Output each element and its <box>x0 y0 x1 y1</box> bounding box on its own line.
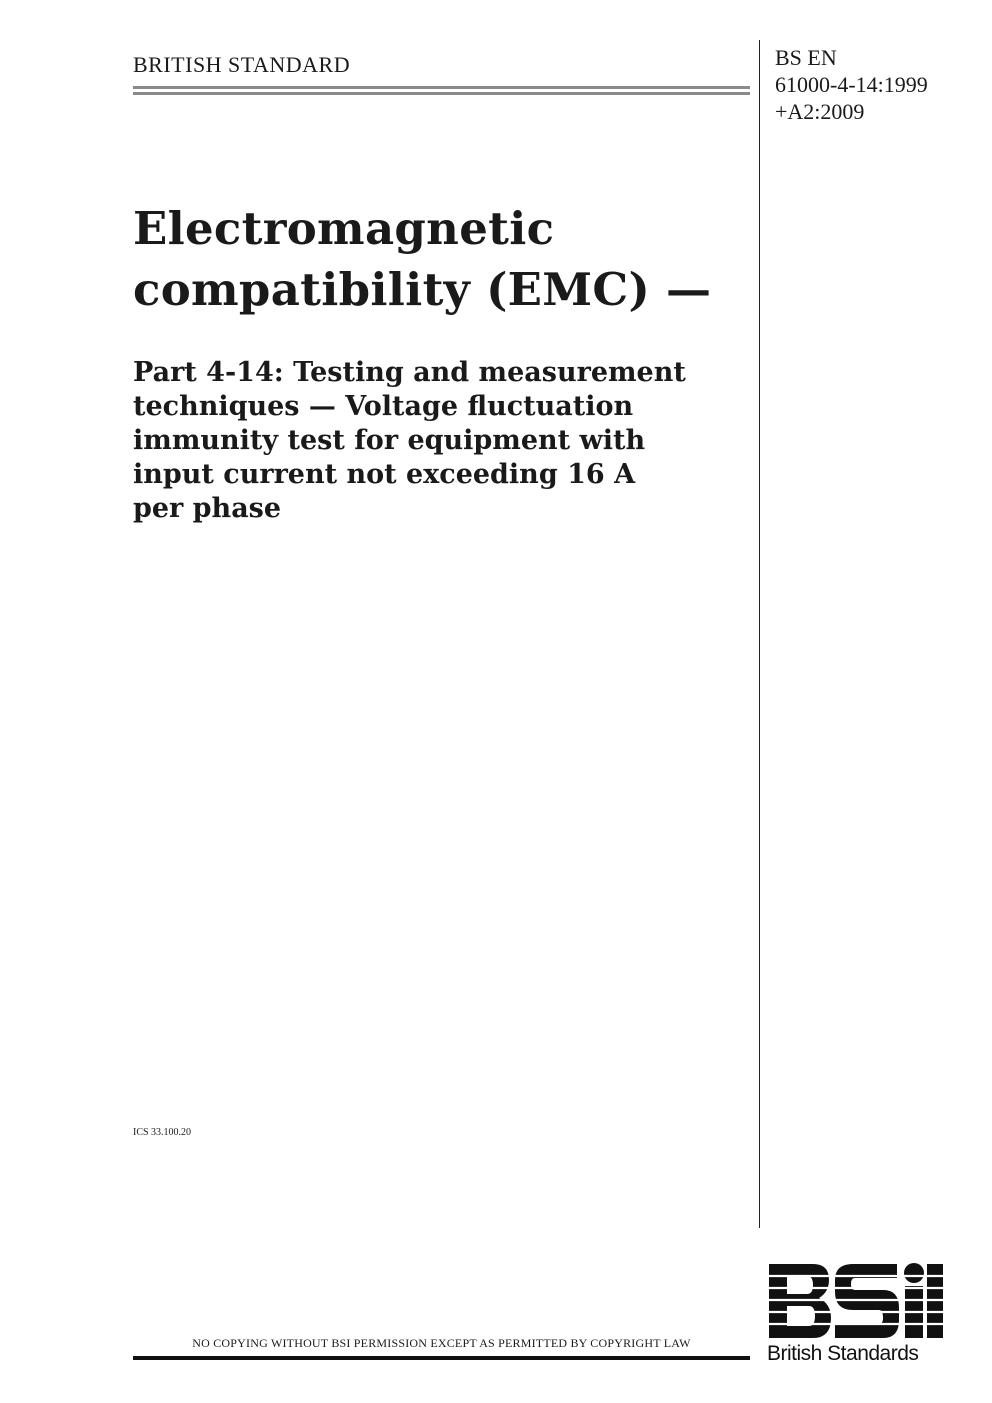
standard-number-line: 61000-4-14:1999 <box>775 72 928 97</box>
document-subtitle-line: techniques — Voltage fluctuation <box>133 391 634 422</box>
document-title-line: compatibility (EMC) — <box>133 263 712 316</box>
document-subtitle-line: per phase <box>133 493 282 524</box>
standard-number-line: +A2:2009 <box>775 99 865 124</box>
standard-type-label: BRITISH STANDARD <box>133 52 351 77</box>
bsi-brand-name: British Standards <box>767 1342 919 1365</box>
footer-rule <box>133 1356 750 1360</box>
copyright-notice: NO COPYING WITHOUT BSI PERMISSION EXCEPT AS PERMITTED BY COPYRIGHT LAW <box>192 1336 691 1350</box>
bsi-logo <box>767 1262 945 1370</box>
document-title-line: Electromagnetic <box>133 202 555 255</box>
bsi-logo-mark-icon <box>767 1262 945 1342</box>
header-rule <box>133 86 750 102</box>
ics-code: ICS 33.100.20 <box>133 1127 192 1138</box>
vertical-divider <box>759 40 760 1228</box>
document-subtitle-line: immunity test for equipment with <box>133 425 646 456</box>
document-subtitle-line: Part 4-14: Testing and measurement <box>133 357 686 388</box>
standard-number <box>775 44 928 125</box>
standard-number-line: BS EN <box>775 45 837 70</box>
document-subtitle-line: input current not exceeding 16 A <box>133 459 636 490</box>
document-subtitle <box>133 356 733 526</box>
document-title <box>133 198 743 320</box>
